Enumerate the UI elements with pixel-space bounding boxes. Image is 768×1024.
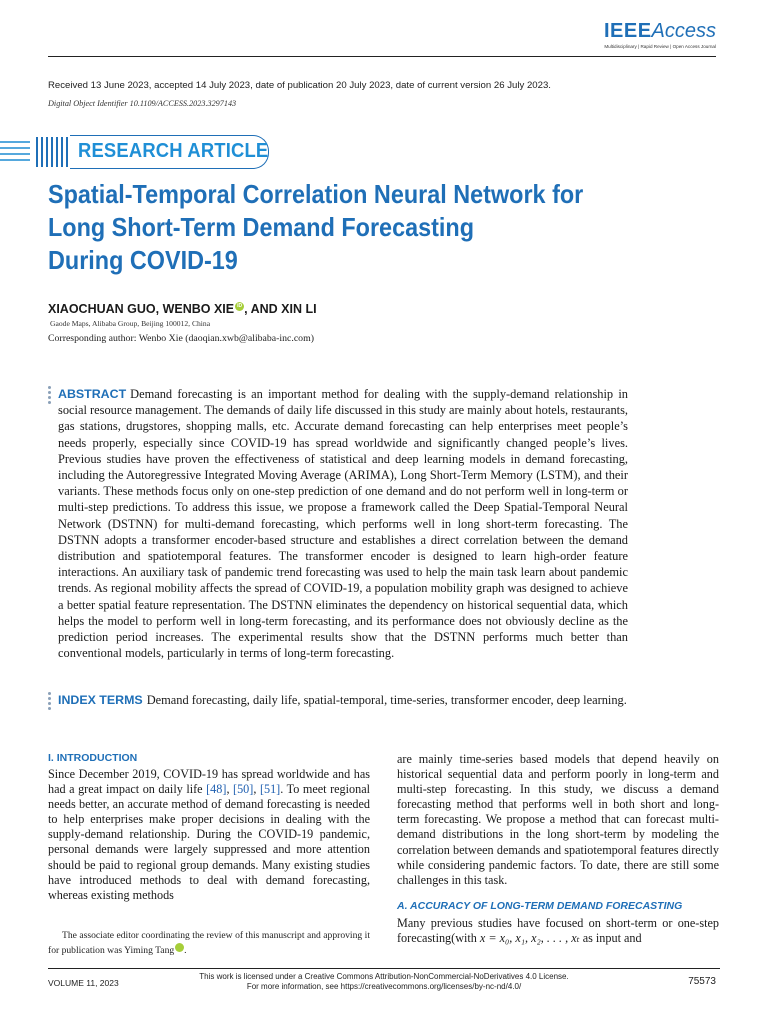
title-line: Long Short-Term Demand Forecasting (48, 212, 475, 242)
authors-part1: XIAOCHUAN GUO, WENBO XIE (48, 302, 235, 316)
intro-text: Since December 2019, COVID-19 has spread worldwide and has had a great impact on daily life (48, 767, 370, 797)
index-terms (58, 692, 628, 708)
orcid-icon[interactable]: iD (175, 943, 184, 952)
cite-separator: , (253, 782, 260, 797)
footnote-text: The associate editor coordinating the review of this manuscript and approving it for publication was Yiming Tang (48, 930, 370, 956)
abstract-text: Demand forecasting is an important method for dealing with the supply-demand relationship in social resource management. The demands of daily life discussed in this study are mainly about hotels, restaurants, gas stations, drugstores, shopping malls, etc. Accurate demand forecasting can help enterprises meet people’s needs properly, especially since COVID-19 has spread worldwide and significantly changed people’s lives. Previous studies have proven the effectiveness of statistical and deep learning models in demand forecasting, including the Autoregressive Integrated Moving Average (ARIMA), Long Short-Term Memory (LSTM), and their variants. These methods focus only on one-step prediction of one demand and do not perform well in long-term or multi-step predictions. To address this issue, we propose a framework called the Deep Spatial-Temporal Neural Network (DSTNN) for multi-demand forecasting, which performs well in long short-term forecasting. The DSTNN adopts a transformer encoder-based structure and establishes a direct correlation between the demand distribution and spatiotemporal features. The transformer encoder is designed to learn high-order feature interactions. An auxiliary task of pandemic trend forecasting was used to help the main task learn about pandemic trends. As regional mobility affects the spread of COVID-19, a population mobility graph was designed to achieve a better spatial feature representation. The DSTNN eliminates the dependency on historical sequential data, which helps the model to perform well in long-term forecasting, and its performance does not obviously decline as the prediction period increases. The experimental results show that the DSTNN performs much better than conventional models, particularly in terms of long-term forecasting. (58, 387, 628, 661)
page-number: 75573 (688, 976, 716, 987)
intro-paragraph-continued: are mainly time-series based models that depend heavily on historical sequential data and perform poorly in long-term and multi-step forecasting. In this study, we discuss a demand forecasting method that performs well in both short and long-term forecasting. We propose a method that can forecast multi-demand distributions in the long short-term by modeling the correlation between demands and spatiotemporal features directly while considering pandemic factors. To date, there are still some challenges in this task. (397, 752, 719, 887)
journal-logo (576, 20, 716, 49)
editor-footnote (48, 928, 370, 958)
banner-bars-icon (0, 137, 70, 167)
cite-separator: , (226, 782, 234, 797)
right-column (397, 752, 719, 946)
index-terms-marker-icon (48, 692, 52, 712)
intro-text: . To meet regional needs better, an accurate method of demand forecasting is needed to help enterprises make proper decisions in dealing with the supply-demand relationship. During the COVID-19 pandemic, personal demands were largely suppressed and more attention should be paid to regional group demands. Many existing studies have introduced methods to deal with demand forecasting, whereas existing methods (48, 782, 371, 902)
journal-tagline: Multidisciplinary | Rapid Review | Open Access Journal (604, 44, 716, 49)
author-list (48, 302, 317, 316)
title-line: Spatial-Temporal Correlation Neural Network for (48, 179, 584, 209)
doi: Digital Object Identifier 10.1109/ACCESS.2023.3297143 (48, 99, 237, 108)
orcid-icon[interactable]: iD (237, 303, 243, 309)
article-type: RESEARCH ARTICLE (78, 140, 269, 162)
subsection-paragraph (397, 916, 719, 946)
math-expression: x = x₀, x₁, x₂, . . . , xₜ (479, 930, 580, 945)
citation-link[interactable]: [48] (206, 782, 227, 797)
logo-access: Access (651, 20, 716, 42)
article-type-banner (0, 135, 270, 169)
license-line: This work is licensed under a Creative Commons Attribution-NonCommercial-NoDerivatives 4.0 License. (199, 972, 569, 981)
left-column (48, 752, 370, 903)
citation-link[interactable]: [50] (233, 782, 254, 797)
authors-part2: , AND XIN LI (244, 302, 317, 316)
license-link[interactable]: For more information, see https://creativecommons.org/licenses/by-nc-nd/4.0/ (246, 982, 522, 991)
subsection-text-end: as input and (579, 930, 642, 945)
abstract-label: ABSTRACT (58, 387, 127, 401)
subsection-text: Many previous studies have focused on short-term or one-step forecasting(with (397, 915, 719, 945)
affiliation: Gaode Maps, Alibaba Group, Beijing 100012, China (50, 319, 211, 328)
paper-title (48, 178, 624, 277)
citation-link[interactable]: [51] (259, 782, 281, 797)
corresponding-author: Corresponding author: Wenbo Xie (daoqian.xwb@alibaba-inc.com) (48, 333, 314, 344)
footnote-end: . (184, 945, 187, 956)
subsection-heading-accuracy: A. ACCURACY OF LONG-TERM DEMAND FORECASTING (397, 899, 683, 912)
logo-ieee: IEEE (603, 20, 652, 42)
title-line: During COVID-19 (48, 245, 238, 275)
index-terms-text: Demand forecasting, daily life, spatial-temporal, time-series, transformer encoder, deep learning. (146, 693, 627, 707)
footer-divider (48, 968, 720, 969)
received-dates: Received 13 June 2023, accepted 14 July 2023, date of publication 20 July 2023, date of current version 26 July 2023. (48, 80, 551, 91)
index-terms-label: INDEX TERMS (58, 693, 143, 707)
header-divider (48, 56, 716, 57)
intro-paragraph (48, 767, 370, 903)
abstract (58, 386, 628, 661)
abstract-marker-icon (48, 386, 52, 406)
volume-label: VOLUME 11, 2023 (48, 978, 119, 988)
section-heading-introduction: I. INTRODUCTION (48, 752, 138, 764)
